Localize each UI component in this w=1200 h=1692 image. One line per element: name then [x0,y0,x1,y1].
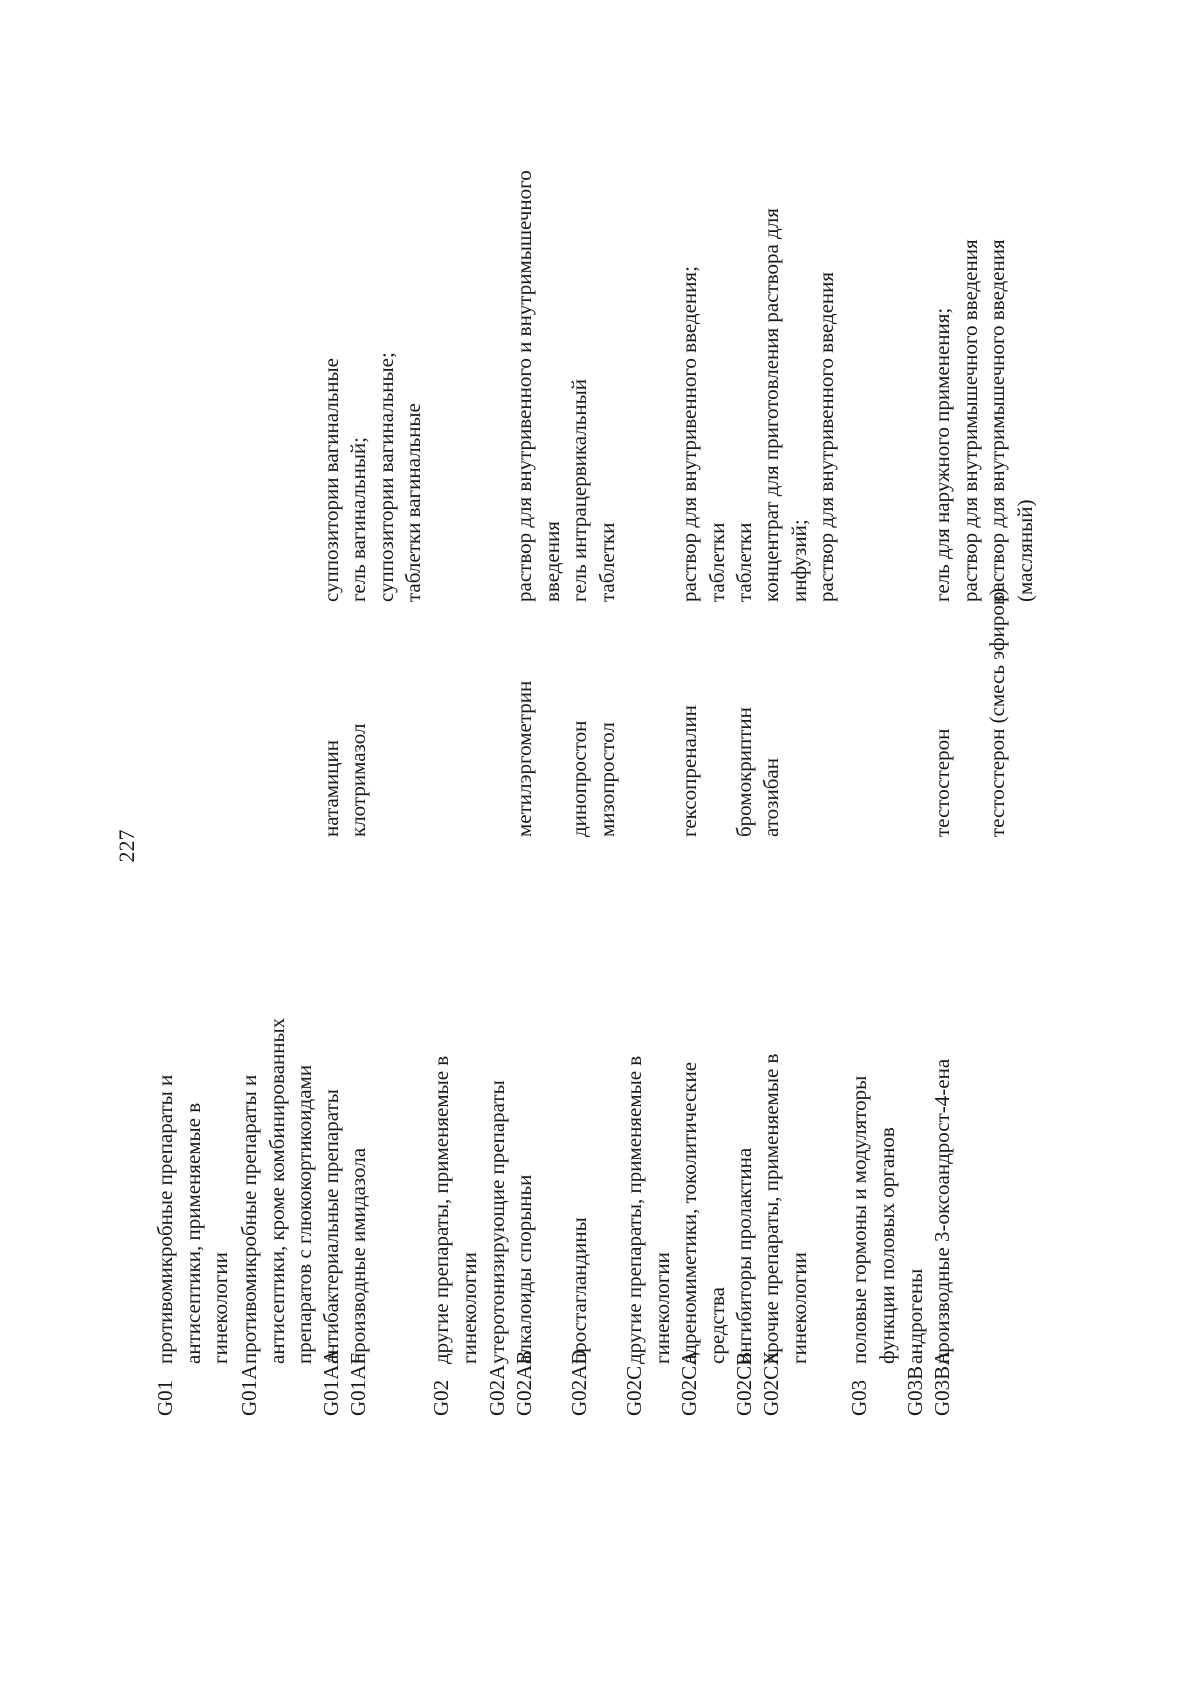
atc-code-line: G01AA [319,1349,343,1416]
dosage-form-line: (масляный) [1012,499,1037,602]
dosage-form-cell [731,22,759,602]
pharmacological-group-line: половые гормоны и модуляторы [847,1075,871,1364]
pharmacological-group-cell [929,864,957,1364]
dosage-form-line: суппозитории вагинальные; [373,352,398,602]
dosage-form-line: гель для наружного применения; [930,307,954,602]
pharmacological-group-line: утеротонизирующие препараты [485,1080,509,1364]
active-substance-line: тестостерон (смесь эфиров) [985,588,1009,837]
atc-code-line: G02A [485,1364,509,1416]
active-substance-line: натамицин [319,739,343,837]
pharmacological-group-line: гинекологии [649,1252,674,1364]
pharmacological-group-line: другие препараты, применяемые в [622,1055,646,1364]
pharmacological-group-line: андрогены [903,1268,927,1364]
active-substance-line: метилэргометрин [512,680,536,837]
dosage-form-cell [318,22,346,602]
dosage-form-cell [758,22,841,602]
atc-code-line: G02C [622,1365,646,1416]
pharmacological-group-cell [345,864,373,1364]
pharmacological-group-line: простагландины [567,1217,591,1364]
atc-code-line: G01A [237,1364,261,1416]
atc-code-line: G02CB [732,1351,756,1416]
active-substance-line: мизопростол [594,722,619,837]
pharmacological-group-line: антисептики, кроме комбинированных [264,1017,289,1364]
dosage-form-line: раствор для внутримышечного введения [957,239,982,602]
pharmacological-group-line: адреномиметики, токолитические [677,1061,701,1364]
pharmacological-group-line: препаратов с глюкокортикоидами [292,1064,316,1364]
dosage-form-line: раствор для внутривенного введения [814,271,838,602]
active-substance-line: клотримазол [346,723,370,837]
dosage-form-line: таблетки вагинальные [401,403,425,602]
atc-code-line: G02CX [759,1350,783,1416]
dosage-form-line: гель интрацервикальный [567,379,591,602]
pharmacological-group-cell [511,864,539,1364]
atc-code-line: G03B [903,1365,927,1416]
dosage-form-cell [511,22,566,602]
pharmacological-group-line: алкалоиды спорыньи [512,1174,536,1364]
pharmacological-group-line: ингибиторы пролактина [732,1147,756,1364]
pharmacological-group-cell [846,864,901,1364]
pharmacological-group-cell [676,864,731,1364]
pharmacological-group-cell [758,864,813,1364]
pharmacological-group-line: противомикробные препараты и [237,1074,261,1364]
pharmacological-group-cell [236,864,319,1364]
atc-code-line: G02AD [567,1349,591,1416]
atc-code-line: G01AF [346,1352,370,1416]
dosage-form-cell [566,22,621,602]
pharmacological-group-line: производные имидазола [346,1147,370,1364]
active-substance-line: тестостерон [930,728,954,837]
atc-code-line: G02AB [512,1350,536,1416]
pharmacological-group-line: функции половых органов [874,1127,899,1364]
atc-code-line: G03BA [930,1350,954,1416]
dosage-form-line: гель вагинальный; [346,437,370,602]
dosage-form-line: таблетки [594,522,619,602]
pharmacological-group-line: прочие препараты, применяемые в [759,1053,783,1364]
pharmacological-group-line: гинекологии [786,1252,811,1364]
active-substance-line: бромокриптин [732,707,756,837]
dosage-form-line: таблетки [732,522,756,602]
page-number: 227 [114,829,139,863]
dosage-form-line: таблетки [704,522,729,602]
pharmacological-group-line: антисептики, применяемые в [180,1102,205,1364]
pharmacological-group-line: гинекологии [208,1252,232,1364]
pharmacological-group-line: гинекологии [456,1252,481,1364]
pharmacological-group-line: производные 3-оксоандрост-4-ена [930,1058,954,1364]
dosage-form-line: инфузий; [786,519,811,602]
dosage-form-cell [345,22,428,602]
active-substance-line: атозибан [759,758,783,837]
atc-code-line: G03 [847,1379,871,1416]
pharmacological-group-cell [731,864,759,1364]
dosage-form-line: суппозитории вагинальные [319,358,343,602]
dosage-form-line: концентрат для приготовления раствора для [759,208,783,602]
atc-code-line: G01 [153,1379,177,1416]
dosage-form-line: раствор для внутривенного введения; [677,266,701,602]
dosage-form-line: введения [539,521,564,602]
pharmacological-group-cell [428,864,483,1364]
atc-code-line: G02CA [677,1350,701,1416]
dosage-form-cell [929,22,1039,602]
dosage-form-line: раствор для внутривенного и внутримышечного [512,170,536,602]
pharmacological-group-line: средства [704,1286,729,1364]
pharmacological-group-line: другие препараты, применяемые в [429,1055,453,1364]
pharmacological-group-cell [621,864,676,1364]
dosage-form-cell [676,22,731,602]
pharmacological-group-line: антибактериальные препараты [319,1089,343,1364]
active-substance-line: динопростон [567,720,591,837]
dosage-form-line: раствор для внутримышечного введения [985,239,1009,602]
atc-code-line: G02 [429,1379,453,1416]
pharmacological-group-cell [152,864,235,1364]
pharmacological-group-line: противомикробные препараты и [153,1074,177,1364]
pharmacological-group-cell [566,864,594,1364]
pharmacological-group-cell [484,864,512,1364]
pharmacological-group-cell [902,864,930,1364]
pharmacological-group-cell [318,864,346,1364]
active-substance-line: гексопреналин [677,705,701,837]
